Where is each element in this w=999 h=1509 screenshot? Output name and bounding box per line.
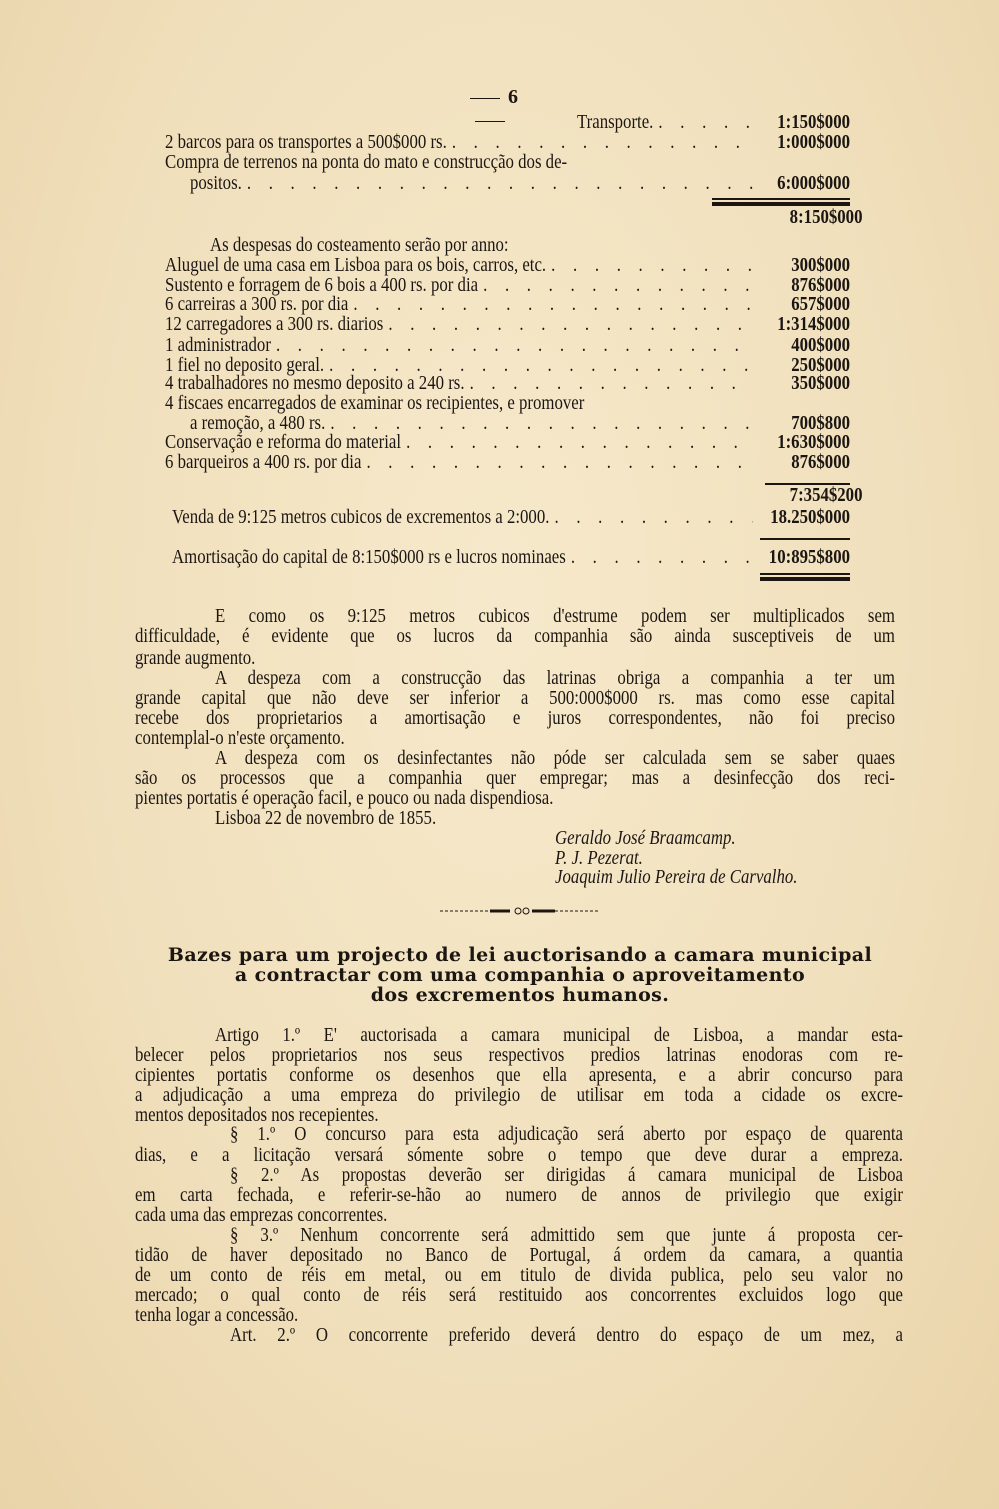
ledger-label: 2 barcos para os transportes a 500$000 rs. [165, 131, 447, 153]
double-rule [760, 577, 850, 581]
double-rule [712, 202, 850, 206]
double-rule [760, 573, 850, 575]
article-line: dias, e a licitação versará sómente sobre o tempo que deve durar a empreza. [135, 1144, 903, 1166]
paragraph-line: difficuldade, é evidente que os lucros da companhia são ainda susceptiveis de um [135, 625, 895, 647]
signature: Geraldo José Braamcamp. [555, 827, 736, 849]
double-rule [712, 198, 850, 200]
article-line: Art. 2.º O concorrente preferido deverá dentro do espaço de um mez, a [230, 1324, 903, 1346]
ledger-row [172, 545, 850, 569]
ledger-amount: 657$000 [791, 293, 850, 315]
bill-title: dos excrementos humanos. [370, 984, 670, 1006]
ledger-label: 1 fiel no deposito geral. [165, 354, 325, 376]
ledger-label: Aluguel de uma casa em Lisboa para os bois, carros, etc. [165, 254, 547, 276]
total-rule [760, 538, 850, 540]
ledger-label: Compra de terrenos na ponta do mato e construcção dos de- [165, 151, 568, 173]
ledger-row [760, 205, 863, 229]
paragraph-line: A despeza com a construcção das latrinas obriga a companhia a ter um [215, 667, 895, 689]
dot-leader [571, 545, 753, 569]
dot-leader [247, 171, 753, 195]
article-line: tidão de haver depositado no Banco de Portugal, á ordem da camara, a quantia [135, 1244, 903, 1266]
ledger-row [760, 483, 863, 507]
paragraph-line: são os processos que a companhia quer empregar; mas a desinfecção dos reci- [135, 767, 895, 789]
subtotal-rule [765, 483, 850, 485]
article-line: § 2.º As propostas deverão ser dirigidas á camara municipal de Lisboa [230, 1164, 903, 1186]
article-line: § 3.º Nenhum concorrente será admittido sem que junte á proposta cer- [230, 1224, 903, 1246]
paragraph-line: recebe dos proprietarios a amortisação e juros correspondentes, não foi preciso [135, 707, 895, 729]
article-line: mercado; o qual conto de réis será restituido aos concorrentes excluidos logo que [135, 1284, 903, 1306]
ledger-label: Conservação e reforma do material [165, 431, 402, 453]
article-line: cada uma das emprezas concorrentes. [135, 1204, 388, 1226]
paragraph-line: Lisboa 22 de novembro de 1855. [215, 807, 437, 829]
ledger-amount: 1:630$000 [777, 431, 850, 453]
ledger-label: As despesas do costeamento serão por anno: [210, 234, 509, 256]
article-line: Artigo 1.º E' auctorisada a camara municipal de Lisboa, a mandar esta- [215, 1024, 903, 1046]
ornament-divider [440, 904, 600, 918]
ledger-amount: 1:000$000 [777, 131, 850, 153]
ledger-label: positos. [190, 172, 242, 194]
paragraph-line: A despeza com os desinfectantes não póde ser calculada sem se saber quaes [215, 747, 895, 769]
bill-title: Bazes para um projecto de lei auctorisando a camara municipal [167, 944, 873, 966]
article-line: tenha logar a concessão. [135, 1304, 299, 1326]
signature: P. J. Pezerat. [555, 847, 643, 869]
ledger-label: 6 carreiras a 300 rs. por dia [165, 293, 349, 315]
ledger-label: Venda de 9:125 metros cubicos de excrementos a 2:000. [172, 506, 550, 528]
ledger-amount: 876$000 [791, 274, 850, 296]
dot-leader [554, 505, 752, 529]
ledger-label: 4 trabalhadores no mesmo deposito a 240 rs. [165, 372, 465, 394]
ledger-label: 1 administrador [165, 334, 271, 356]
dot-leader [366, 450, 752, 474]
ledger-label: 6 barqueiros a 400 rs. por dia [165, 451, 362, 473]
ledger-amount: 300$000 [791, 254, 850, 276]
ledger-amount: 1:314$000 [777, 313, 850, 335]
ledger-amount: 8:150$000 [789, 206, 863, 228]
article-line: em carta fechada, e referir-se-hão ao numero de annos de privilegio que exigir [135, 1184, 903, 1206]
ledger-label: 4 fiscaes encarregados de examinar os recipientes, e promover [165, 392, 585, 414]
ledger-amount: 876$000 [791, 451, 850, 473]
ledger-amount: 700$800 [791, 412, 850, 434]
article-line: § 1.º O concurso para esta adjudicação será aberto por espaço de quarenta [230, 1123, 903, 1145]
ledger-amount: 1:150$000 [777, 111, 850, 133]
ledger-amount: 10:895$800 [768, 546, 850, 568]
article-line: mentos depositados nos recepientes. [135, 1104, 379, 1126]
ledger-label: a remoção, a 480 rs. [190, 412, 326, 434]
ledger-amount: 7:354$200 [789, 484, 863, 506]
paragraph-line: grande augmento. [135, 647, 256, 669]
paragraph-line: grande capital que não deve ser inferior a 500:000$000 rs. mas como esse capital [135, 687, 895, 709]
ledger-row [190, 171, 850, 195]
paragraph-line: E como os 9:125 metros cubicos d'estrume podem ser multiplicados sem [215, 605, 895, 627]
ledger-row [172, 505, 850, 529]
ledger-label: Sustento e forragem de 6 bois a 400 rs. por dia [165, 274, 479, 296]
ledger-amount: 400$000 [791, 334, 850, 356]
ledger-amount: 350$000 [791, 372, 850, 394]
ledger-label: 12 carregadores a 300 rs. diarios [165, 313, 384, 335]
ledger-amount: 18.250$000 [770, 506, 850, 528]
bill-title: a contractar com uma companhia o aproveitamento [234, 964, 806, 986]
paragraph-line: pientes portatis é operação facil, e pouco ou nada dispendiosa. [135, 787, 554, 809]
article-line: a adjudicação a uma empreza do privilegio de utilisar em toda a cidade os excre- [135, 1084, 903, 1106]
signature: Joaquim Julio Pereira de Carvalho. [555, 866, 798, 888]
ledger-label: Transporte. [577, 111, 654, 133]
page-number: 6 [440, 86, 540, 132]
ledger-row [165, 450, 850, 474]
ledger-amount: 250$000 [791, 354, 850, 376]
paragraph-line: contemplal-o n'este orçamento. [135, 727, 345, 749]
ledger-label: Amortisação do capital de 8:150$000 rs e lucros nominaes [172, 546, 566, 568]
ledger-amount: 6:000$000 [777, 172, 850, 194]
article-line: cipientes portatis conforme os desenhos que ella apresenta, e a abrir concurso para [135, 1064, 903, 1086]
article-line: de um conto de réis em metal, ou em titulo de divida publica, pelo seu valor no [135, 1264, 903, 1286]
article-line: belecer pelos proprietarios nos seus respectivos predios latrinas enodoras com re- [135, 1044, 903, 1066]
